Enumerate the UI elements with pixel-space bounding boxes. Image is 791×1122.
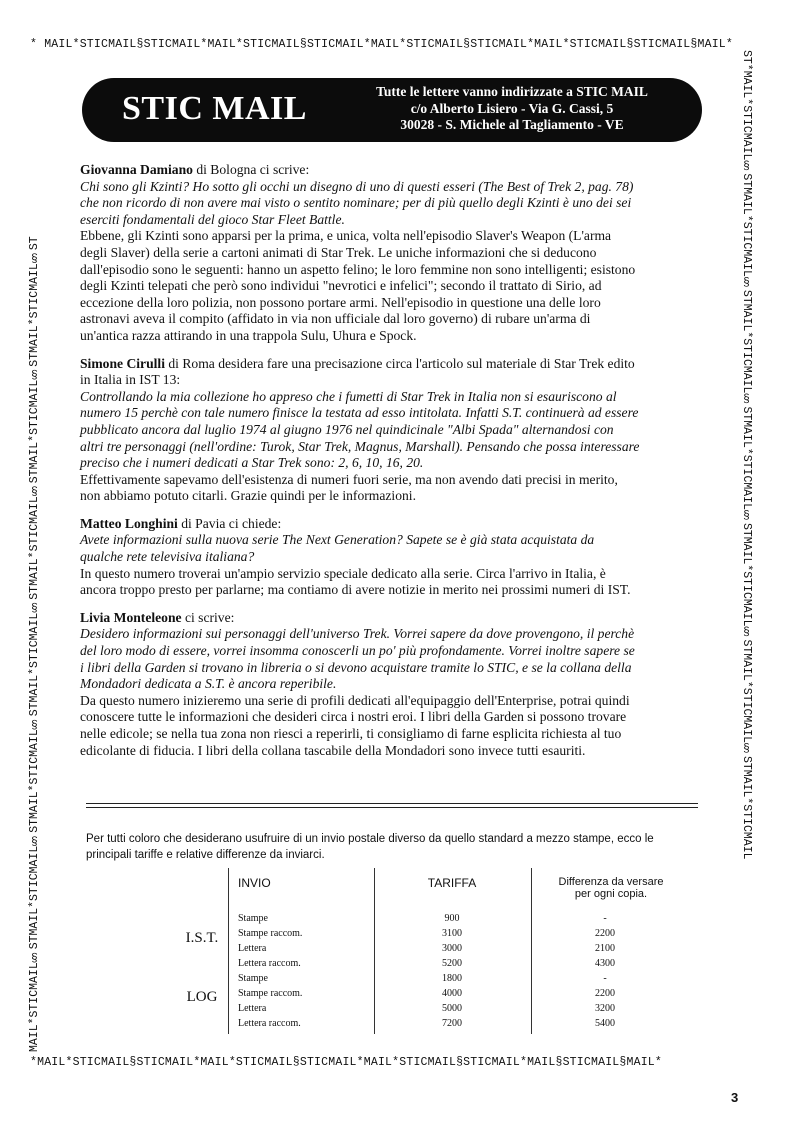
letter-author: Simone Cirulli xyxy=(80,355,165,371)
letter-author: Giovanna Damiano xyxy=(80,162,193,177)
letter-intro: ci scrive: xyxy=(181,609,235,625)
row-tariffa: 3000 xyxy=(442,943,462,954)
letter xyxy=(80,356,640,505)
left-border-text: MAIL*STICMAIL§STMAIL*STICMAIL§STMAIL*STICMAIL§STMAIL*STICMAIL§STMAIL*STICMAIL§STMAIL*STICMAIL§STMAIL*STICMAIL§ST xyxy=(28,236,41,1052)
masthead-title: STIC MAIL xyxy=(122,90,307,127)
letter-author: Livia Monteleone xyxy=(80,609,182,625)
letter-question: Controllando la mia collezione ho appreso che i fumetti di Star Trek in Italia non si esauriscono al numero 15 perchè con tale numero finisce la testata ad esso intitolata. Infatti S.T. continuerà ad essere pubblicato ancora dal luglio 1974 al giugno 1976 nel quindicinale "Albi Spada" alternandosi con altri tre personaggi (nell'ordine: Turok, Star Trek, Magnus, Marshall). Pensando che possa interessare preciso che i numeri dedicati a Star Trek sono: 2, 6, 10, 16, 20. xyxy=(80,388,640,471)
row-diff: 3200 xyxy=(595,1003,615,1014)
letter-intro: di Roma desidera fare una precisazione circa l'articolo sul materiale di Star Trek edito in Italia in IST 13: xyxy=(80,355,635,388)
row-tariffa: 5200 xyxy=(442,958,462,969)
masthead-address xyxy=(342,84,682,134)
table-row xyxy=(176,928,696,943)
row-diff: 4300 xyxy=(595,958,615,969)
header-differenza xyxy=(546,876,676,900)
page-number: 3 xyxy=(731,1090,739,1105)
address-line-3: 30028 - S. Michele al Tagliamento - VE xyxy=(400,117,624,132)
row-tariffa: 900 xyxy=(444,913,460,924)
table-row xyxy=(176,1018,696,1033)
header-differenza-line-2: per ogni copia. xyxy=(574,888,648,900)
row-diff: 2200 xyxy=(595,988,615,999)
row-tariffa: 7200 xyxy=(442,1018,462,1029)
letter xyxy=(80,162,640,345)
address-line-2: c/o Alberto Lisiero - Via G. Cassi, 5 xyxy=(410,100,614,116)
row-tariffa: 3100 xyxy=(442,928,462,939)
letter-answer: Ebbene, gli Kzinti sono apparsi per la prima, e unica, volta nell'episodio Slaver's Weapon (L'arma degli Slaver) della serie a cartoni animati di Star Trek. Le uniche informazioni che si deducono dall'episodio sono le seguenti: hanno un aspetto felino; le loro femmine non sono intelligenti; esistono degli Kzinti telepati che però sono individui "nevrotici e infelici"; secondo il trattato di Sirio, ad eccezione della loro polizia, non possono portare armi. Nell'episodio in questione una delle loro astronavi aveva il compito (affidato in via non ufficiale dal loro governo) di rubare un'arma di un'antica razza attirando in una trappola Sulu, Uhura e Spock. xyxy=(80,228,636,343)
header-differenza-line-1: Differenza da versare xyxy=(558,876,664,888)
letter-author: Matteo Longhini xyxy=(80,515,178,531)
row-tariffa: 1800 xyxy=(442,973,462,984)
letter-answer: Effettivamente sapevamo dell'esistenza di numeri fuori serie, ma non avendo dati precisi in merito, non abbiamo potuto citarli. Grazie quindi per le informazioni. xyxy=(80,471,618,504)
letter-intro: di Pavia ci chiede: xyxy=(177,515,282,531)
table-row xyxy=(176,958,696,973)
section-divider xyxy=(86,803,698,804)
row-type: Stampe xyxy=(238,973,268,984)
table-row xyxy=(176,913,696,928)
row-diff: 5400 xyxy=(595,1018,615,1029)
row-type: Lettera raccom. xyxy=(238,958,301,969)
bottom-border-text: *MAIL*STICMAIL§STICMAIL*MAIL*STICMAIL§STICMAIL*MAIL*STICMAIL§STICMAIL*MAIL§STICMAIL§MAIL* xyxy=(30,1056,662,1069)
address-line-1: Tutte le lettere vanno indirizzate a STIC MAIL xyxy=(376,84,648,99)
row-diff: - xyxy=(603,913,607,924)
header-tariffa: TARIFFA xyxy=(427,876,477,890)
letter-intro: di Bologna ci scrive: xyxy=(192,162,310,177)
row-tariffa: 4000 xyxy=(442,988,462,999)
letter-answer: In questo numero troverai un'ampio servizio speciale dedicato alla serie. Circa l'arrivo in Italia, è ancora troppo presto per parlarne; ma contiamo di avere notizie in merito nei prossimi numeri di IST. xyxy=(80,565,631,598)
row-type: Lettera xyxy=(238,1003,267,1014)
letter xyxy=(80,610,640,759)
section-divider xyxy=(86,807,698,808)
letter-answer: Da questo numero inizieremo una serie di profili dedicati all'equipaggio dell'Enterprise, potrai quindi conoscere tutte le informazioni che desideri circa i nostri eroi. I libri della Garden si possono trovare nelle edicole; se nella tua zona non riesci a reperirli, ti consigliamo di farne esplicita richiesta al tuo edicolante di fiducia. I libri della collana tascabile della Mondadori sono invece tutti esauriti. xyxy=(80,692,630,758)
letter-question: Chi sono gli Kzinti? Ho sotto gli occhi un disegno di uno di questi esseri (The Best of Trek 2, pag. 78) che non ricordo di non avere mai visto o sentito nominare; per di più quello degli Kzinti è uno dei sei eserciti fondamentali del gioco Star Fleet Battle. xyxy=(80,178,634,227)
rates-table xyxy=(176,868,696,1034)
header-invio: INVIO xyxy=(238,876,271,890)
group-label: I.S.T. xyxy=(185,930,219,946)
masthead-banner xyxy=(82,78,702,142)
table-row xyxy=(176,988,696,1003)
row-type: Stampe raccom. xyxy=(238,988,303,999)
table-row xyxy=(176,1003,696,1018)
row-diff: 2200 xyxy=(595,928,615,939)
letter-question: Avete informazioni sulla nuova serie The Next Generation? Sapete se è già stata acquistata da qualche rete televisiva italiana? xyxy=(80,532,595,565)
row-type: Stampe xyxy=(238,913,268,924)
row-tariffa: 5000 xyxy=(442,1003,462,1014)
group-label: LOG xyxy=(186,989,218,1005)
row-diff: 2100 xyxy=(595,943,615,954)
table-row xyxy=(176,943,696,958)
top-border-text: * MAIL*STICMAIL§STICMAIL*MAIL*STICMAIL§STICMAIL*MAIL*STICMAIL§STICMAIL*MAIL*STICMAIL§STICMAIL§MAIL* xyxy=(30,38,734,51)
row-type: Lettera raccom. xyxy=(238,1018,301,1029)
letter xyxy=(80,516,640,599)
rates-intro: Per tutti coloro che desiderano usufruire di un invio postale diverso da quello standard a mezzo stampe, ecco le principali tariffe e relative differenze da inviarci. xyxy=(86,833,654,861)
letters-column xyxy=(80,162,640,770)
row-diff: - xyxy=(603,973,607,984)
row-type: Stampe raccom. xyxy=(238,928,303,939)
row-type: Lettera xyxy=(238,943,267,954)
letter-question: Desidero informazioni sui personaggi dell'universo Trek. Vorrei sapere da dove provengono, il perchè del loro modo di essere, vorrei insomma conoscerli un po' più profondamente. Vorrei inoltre sapere se i libri della Garden si trovano in libreria o si devono acquistare tramite lo STIC, e se la collana della Mondadori dedicata a S.T. è ancora reperibile. xyxy=(80,626,635,692)
table-row xyxy=(176,973,696,988)
right-border-text: ST*MAIL*STICMAIL§STMAIL*STICMAIL§STMAIL*STICMAIL§STMAIL*STICMAIL§STMAIL*STICMAIL§STMAIL*STICMAIL§STMAIL*STICMAIL xyxy=(740,50,753,860)
